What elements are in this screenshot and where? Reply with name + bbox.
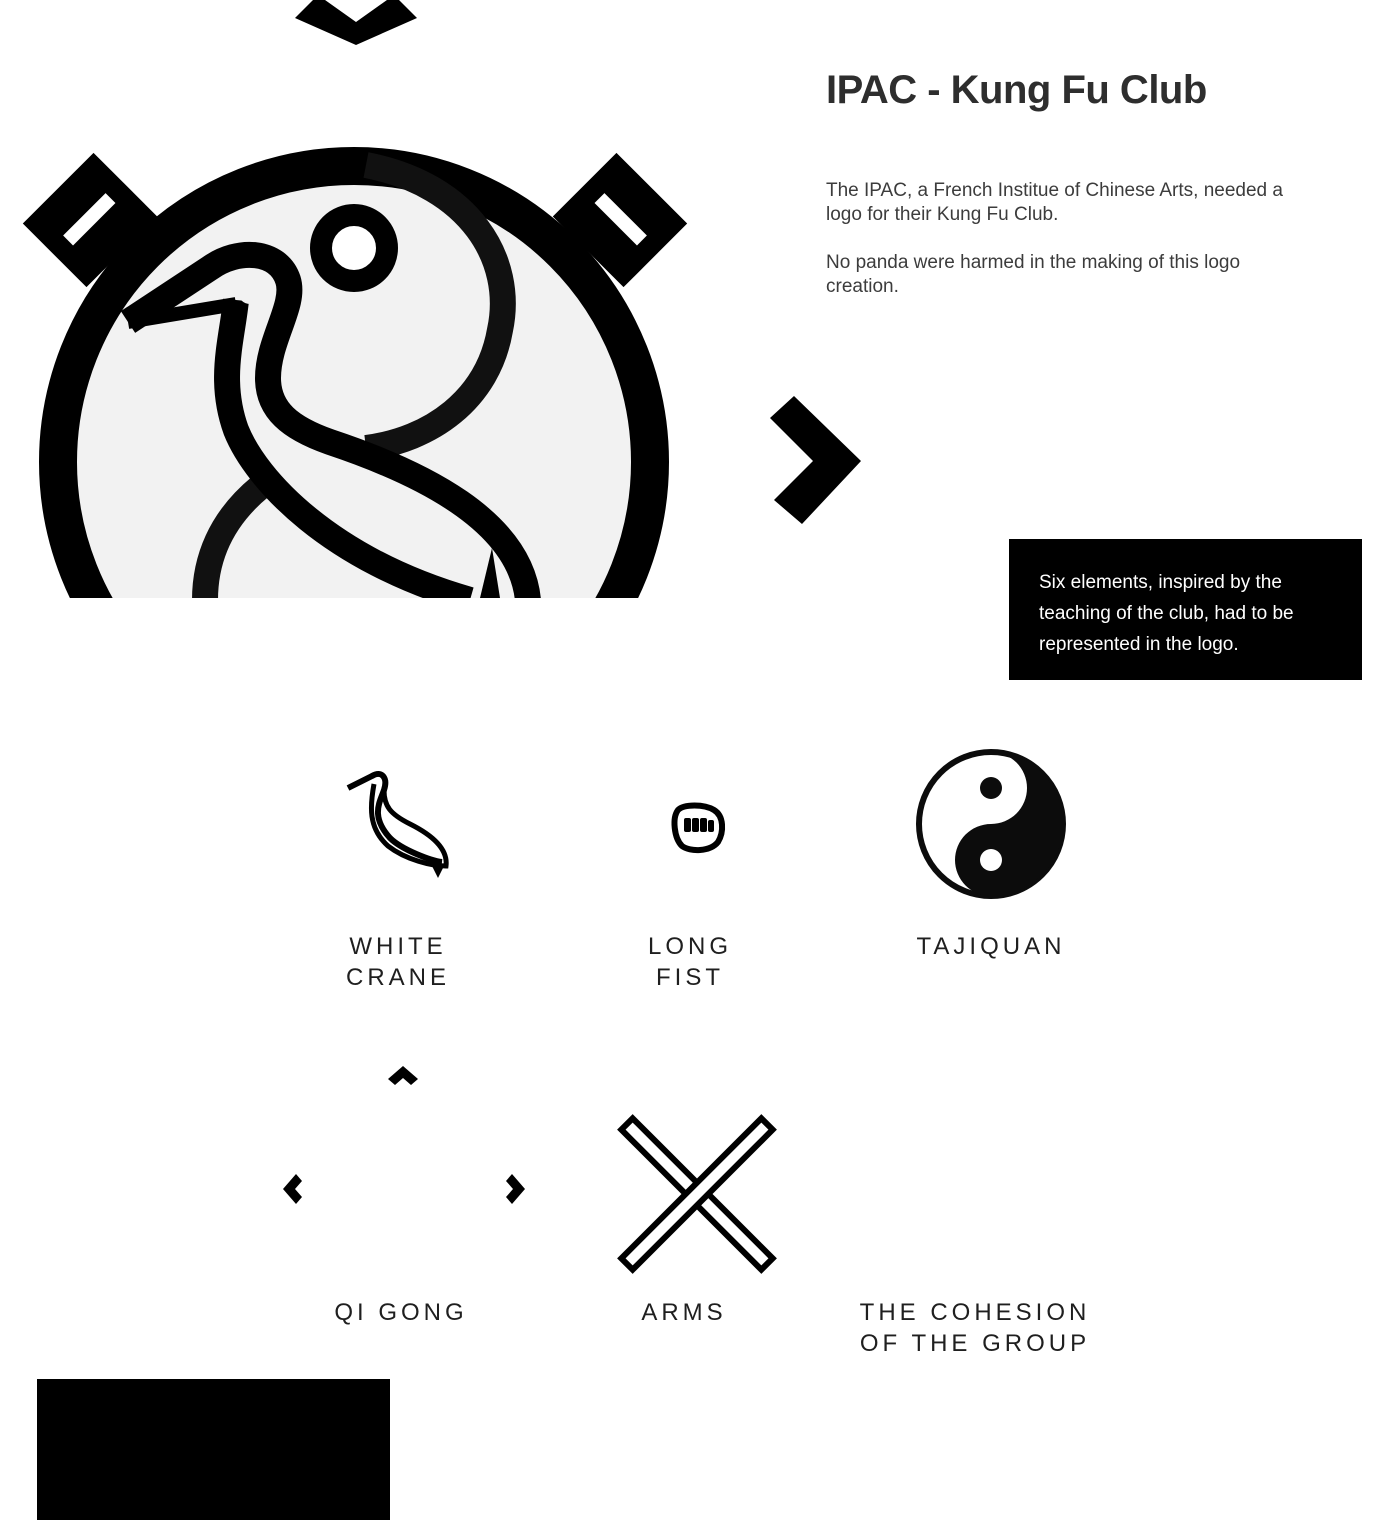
- element-label-long-fist: [620, 931, 760, 993]
- element-label-line: WHITE: [349, 933, 447, 960]
- yin-yang-icon: [914, 747, 1068, 901]
- callout-text: Six elements, inspired by the teaching of the club, had to be represented in the logo.: [1039, 572, 1294, 655]
- element-label-qi-gong: [320, 1297, 482, 1328]
- element-label-line: TAJIQUAN: [916, 933, 1066, 960]
- crossed-arms-icon: [610, 1110, 785, 1278]
- kung-fu-club-logo: [0, 0, 700, 600]
- element-label-line: OF THE GROUP: [859, 1330, 1091, 1357]
- qi-gong-chevrons-icon: [276, 1064, 532, 1210]
- element-label-line: THE COHESION: [859, 1299, 1091, 1326]
- page-title: IPAC - Kung Fu Club: [826, 68, 1207, 112]
- element-label-line: FIST: [656, 964, 724, 991]
- element-label-cohesion: [855, 1297, 1095, 1359]
- fist-icon: [670, 802, 726, 854]
- crane-icon: [340, 766, 455, 882]
- element-label-line: ARMS: [641, 1299, 727, 1326]
- element-label-tajiquan: [905, 931, 1077, 962]
- element-label-line: CRANE: [345, 964, 450, 991]
- bottom-black-block: [37, 1379, 390, 1520]
- element-label-line: LONG: [647, 933, 732, 960]
- element-label-line: QI GONG: [334, 1299, 468, 1326]
- logo-top-chevron-icon: [295, 0, 417, 45]
- logo-eye: [321, 215, 387, 281]
- element-label-arms: [620, 1297, 748, 1328]
- intro-paragraph-2: No panda were harmed in the making of this logo creation.: [826, 252, 1241, 297]
- chevron-right-icon: [768, 396, 863, 526]
- element-label-white-crane: [320, 931, 476, 993]
- intro-paragraph-1: The IPAC, a French Institue of Chinese Arts, needed a logo for their Kung Fu Club.: [826, 180, 1283, 225]
